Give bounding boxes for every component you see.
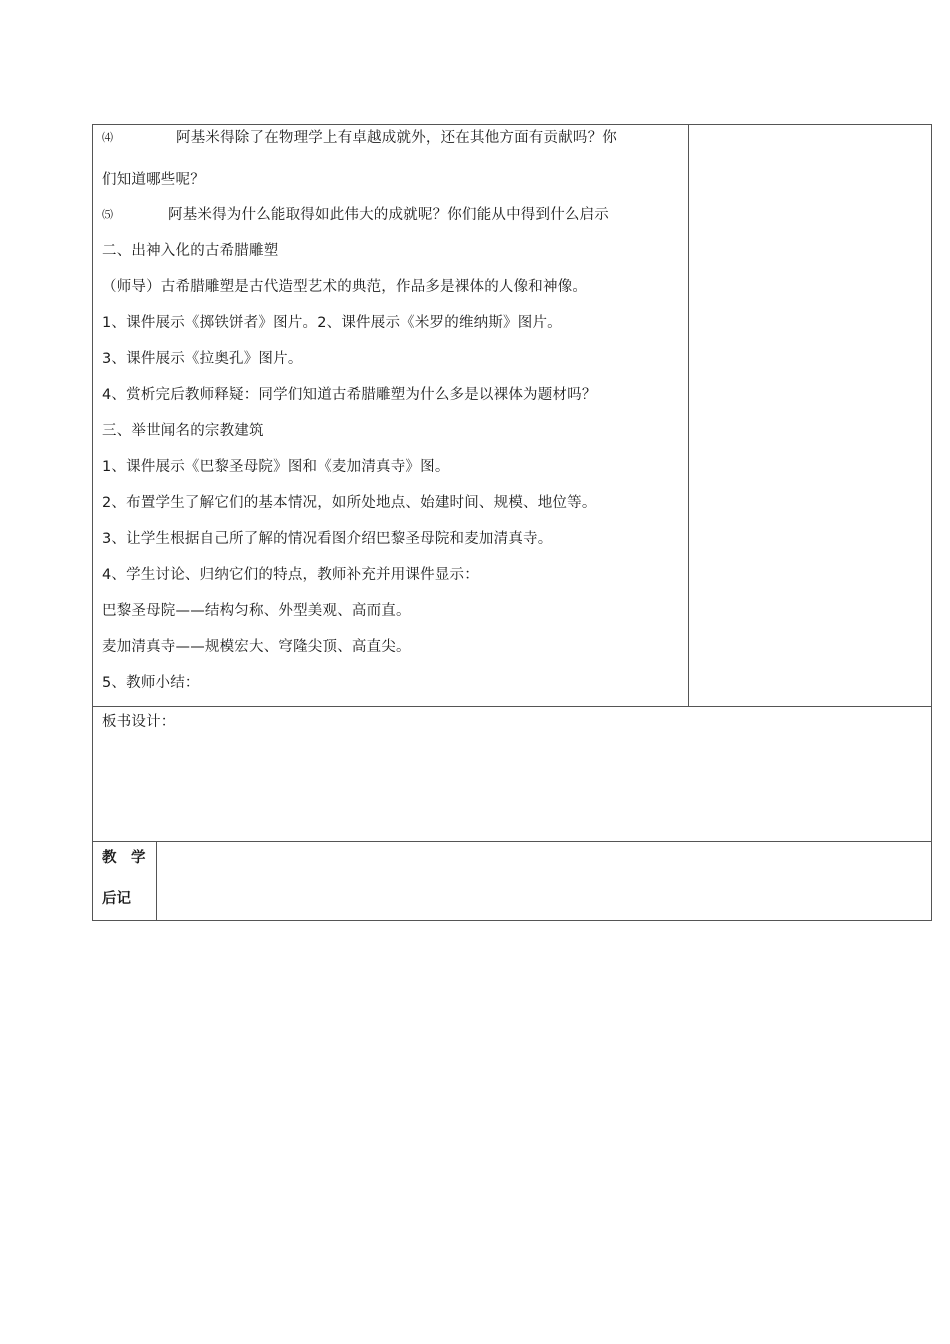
table-column-divider — [688, 124, 689, 706]
section-3-item-1: 1、课件展示《巴黎圣母院》图和《麦加清真寺》图。 — [102, 459, 450, 475]
postscript-label-line-2: 后记 — [102, 891, 131, 907]
section-3-item-2: 2、布置学生了解它们的基本情况，如所处地点、始建时间、规模、地位等。 — [102, 495, 597, 511]
board-design-label: 板书设计： — [102, 714, 176, 730]
section-3-item-5: 5、教师小结： — [102, 675, 200, 691]
table-row-divider-board — [92, 706, 932, 707]
section-3-item-3: 3、让学生根据自己所了解的情况看图介绍巴黎圣母院和麦加清真寺。 — [102, 531, 553, 547]
question-4-number: ⑷ — [102, 131, 114, 144]
postscript-label-line-1: 教 学 — [102, 850, 146, 866]
notre-dame-features: 巴黎圣母院——结构匀称、外型美观、高而直。 — [102, 603, 411, 619]
question-5-line — [102, 205, 609, 225]
question-4-continued: 们知道哪些呢？ — [102, 172, 205, 188]
table-border-top — [92, 124, 932, 125]
section-2-intro: （师导）古希腊雕塑是古代造型艺术的典范，作品多是裸体的人像和神像。 — [102, 279, 588, 295]
section-3-title: 三、举世闻名的宗教建筑 — [102, 423, 264, 439]
section-2-item-1: 1、课件展示《掷铁饼者》图片。2、课件展示《米罗的维纳斯》图片。 — [102, 315, 562, 331]
mecca-mosque-features: 麦加清真寺——规模宏大、穹隆尖顶、高直尖。 — [102, 639, 411, 655]
section-3-item-4: 4、学生讨论、归纳它们的特点，教师补充并用课件显示： — [102, 567, 479, 583]
question-5-text: 阿基米得为什么能取得如此伟大的成就呢？你们能从中得到什么启示 — [168, 207, 609, 223]
table-border-left — [92, 124, 93, 921]
table-border-right — [931, 124, 932, 921]
section-2-title: 二、出神入化的古希腊雕塑 — [102, 243, 279, 259]
postscript-content-cell — [157, 842, 931, 920]
section-2-item-4: 4、赏析完后教师释疑：同学们知道古希腊雕塑为什么多是以裸体为题材吗？ — [102, 387, 597, 403]
question-4-text: 阿基米得除了在物理学上有卓越成就外，还在其他方面有贡献吗？你 — [176, 130, 617, 146]
question-4-line — [102, 128, 617, 148]
section-2-item-3: 3、课件展示《拉奥孔》图片。 — [102, 351, 303, 367]
question-5-number: ⑸ — [102, 208, 114, 221]
table-border-bottom — [92, 920, 932, 921]
